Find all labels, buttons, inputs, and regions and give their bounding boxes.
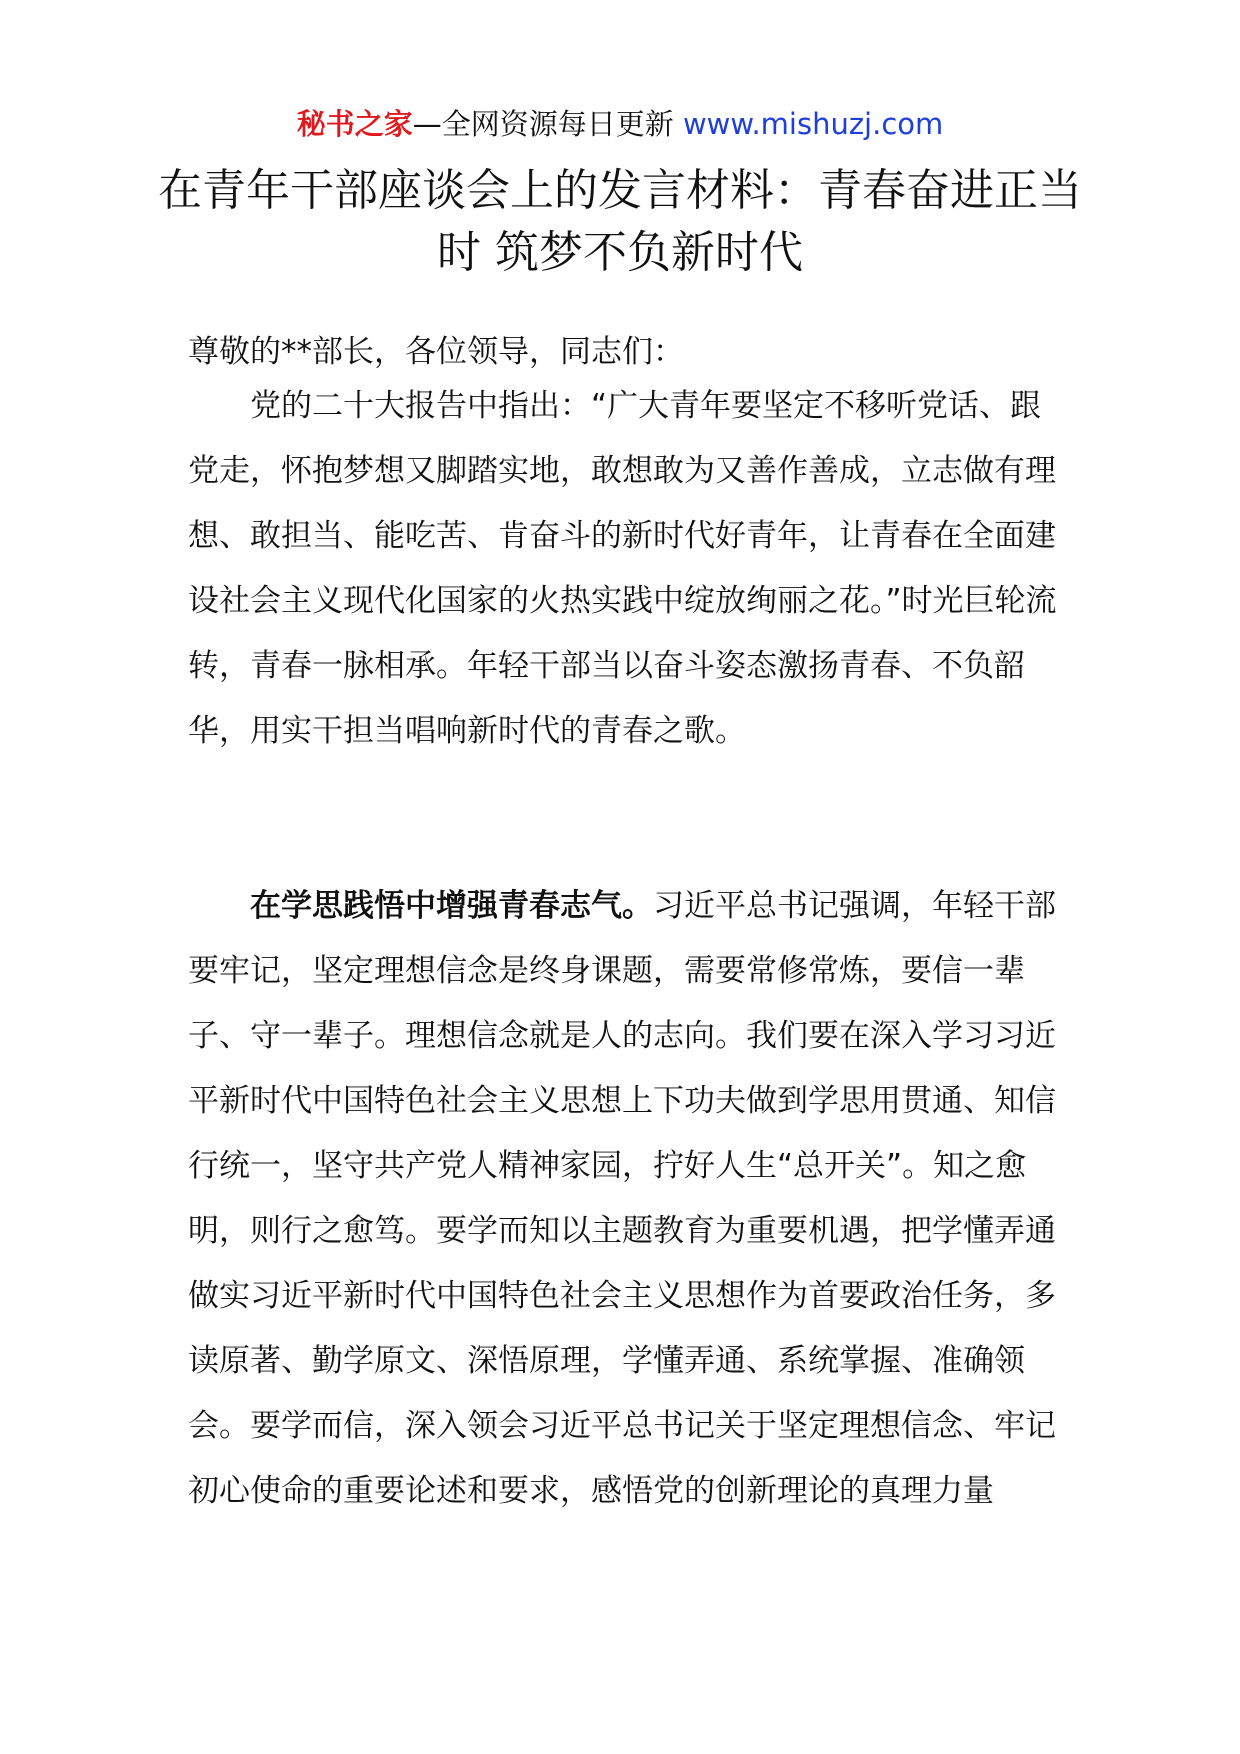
site-header [0, 104, 1240, 144]
paragraph-intro: 党的二十大报告中指出：“广大青年要坚定不移听党话、跟党走，怀抱梦想又脚踏实地，敢想敢为又善作善成，立志做有理想、敢担当、能吃苦、肯奋斗的新时代好青年，让青春在全面建设社会主义现代化国家的火热实践中绽放绚丽之花。”时光巨轮流转，青春一脉相承。年轻干部当以奋斗姿态激扬青春、不负韶华，用实干担当唱响新时代的青春之歌。 [188, 388, 1057, 749]
salutation: 尊敬的**部长，各位领导，同志们： [188, 334, 684, 370]
site-tagline: —全网资源每日更新 [412, 107, 674, 141]
paragraph-body: 习近平总书记强调，年轻干部要牢记，坚定理想信念是终身课题，需要常修常炼，要信一辈子、守一辈子。理想信念就是人的志向。我们要在深入学习习近平新时代中国特色社会主义思想上下功夫做到学思用贯通、知信行统一，坚守共产党人精神家园，拧好人生“总开关”。知之愈明，则行之愈笃。要学而知以主题教育为重要机遇，把学懂弄通做实习近平新时代中国特色社会主义思想作为首要政治任务，多读原著、勤学原文、深悟原理，学懂弄通、系统掌握、准确领会。要学而信，深入领会习近平总书记关于坚定理想信念、牢记初心使命的重要论述和要求，感悟党的创新理论的真理力量 [188, 888, 1056, 1509]
site-brand: 秘书之家 [296, 107, 413, 141]
paragraph-heading: 在学思践悟中增强青春志气。 [250, 888, 653, 924]
paragraph-section-1 [188, 874, 1068, 1524]
document-title: 在青年干部座谈会上的发言材料：青春奋进正当时 筑梦不负新时代 [158, 165, 1082, 278]
site-url-link[interactable]: www.mishuzj.com [682, 107, 944, 141]
